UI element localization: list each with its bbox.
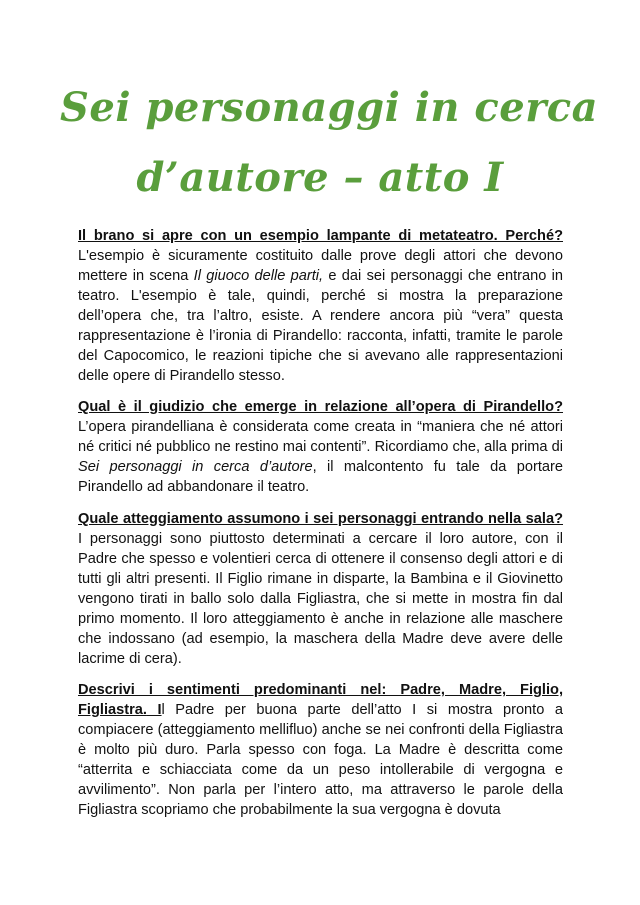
section-metateatro <box>78 226 563 386</box>
section-giudizio <box>78 397 563 497</box>
answer-2-part-1: L’opera pirandelliana è considerata come creata in “maniera che né attori né critici né pubblico ne restino mai contenti”. Ricordiamo che, alla prima di <box>78 419 563 455</box>
question-2: Qual è il giudizio che emerge in relazione all’opera di Pirandello? <box>78 399 563 415</box>
answer-3: I personaggi sono piuttosto determinati a cercare il loro autore, con il Padre che spesso e volentieri cerca di ottenere il consenso degli attori e di tutti gli altri presenti. Il Figlio rimane in disparte, la Bambina e il Giovinetto vengono tirati in ballo solo dalla Figliastra, che si mette in mostra fin dal primo momento. Il loro atteggiamento è anche in relazione alle maschere che indossano (ad esempio, la maschera della Madre deve avere delle lacrime di cera). <box>78 531 563 667</box>
section-sentimenti <box>78 680 563 820</box>
question-3: Quale atteggiamento assumono i sei personaggi entrando nella sala? <box>78 511 563 527</box>
answer-2-part-2: , il malcontento fu tale da portare Pirandello ad abbandonare il teatro. <box>78 459 564 495</box>
section-atteggiamento <box>78 509 563 669</box>
answer-4: l Padre per buona parte dell’atto I si mostra pronto a compiacere (atteggiamento mellifluo) anche se nei confronti della Figliastra è molto più duro. Parla spesso con foga. La Madre è descritta come “atterrita e schiacciata come da un peso intollerabile di vergogna e avvilimento”. Non parla per l’intero atto, ma attraverso le parole della Figliastra scopriamo che probabilmente la sua vergogna è dovuta <box>78 702 563 818</box>
answer-2-title: Sei personaggi in cerca d’autore <box>78 459 313 475</box>
title-line-2: d’autore – atto I <box>136 154 504 201</box>
question-4: Descrivi i sentimenti predominanti nel: Padre, Madre, Figlio, Figliastra. <box>78 682 563 718</box>
question-1: Il brano si apre con un esempio lampante di metateatro. Perché? <box>78 228 563 244</box>
answer-4-start: I <box>146 702 162 718</box>
answer-1-part-2: e dai sei personaggi che entrano in teatro. L'esempio è tale, quindi, perché si mostra la preparazione dell’opera che, tra l’altro, esiste. A rendere ancora più “vera” questa rappresentazione è l’ironia di Pirandello: racconta, infatti, tramite le parole del Capocomico, le reazioni tipiche che si avevano alle rappresentazioni delle opere di Pirandello stesso. <box>78 268 563 384</box>
answer-1-part-1: L'esempio è sicuramente costituito dalle prove degli attori che devono mettere in scena <box>78 248 563 284</box>
title-line-1: Sei personaggi in cerca <box>60 84 599 131</box>
answer-1-title: Il giuoco delle parti, <box>193 268 324 284</box>
